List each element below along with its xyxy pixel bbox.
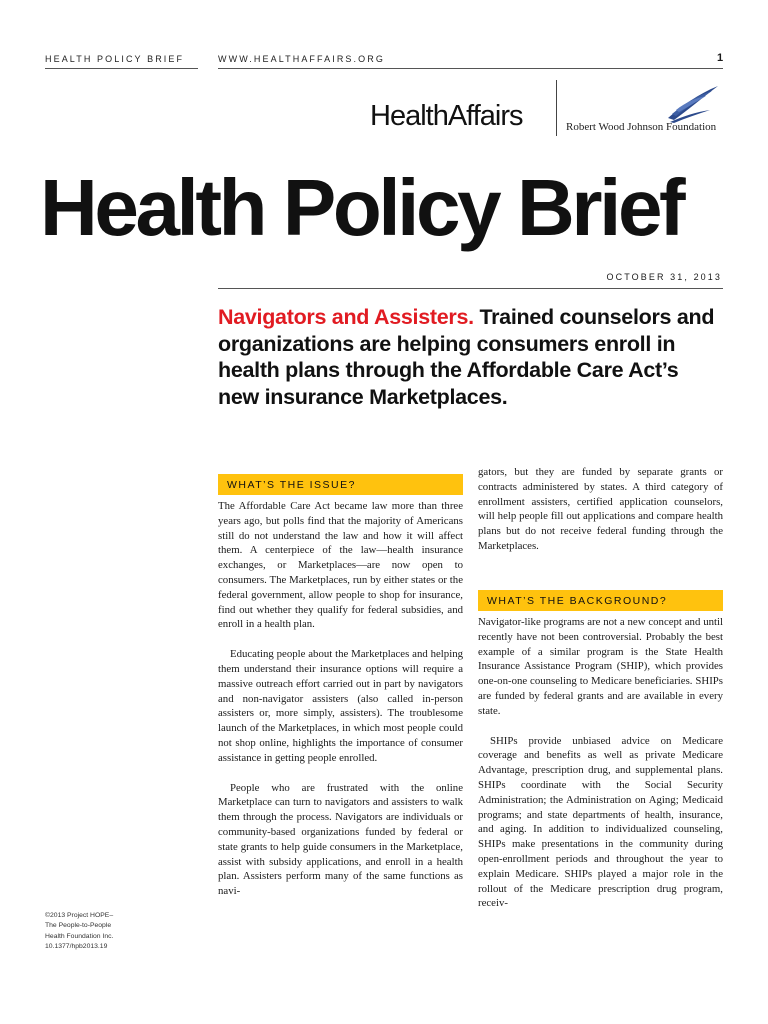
header-url[interactable]: WWW.HEALTHAFFAIRS.ORG <box>218 54 385 64</box>
section-heading-background: WHAT’S THE BACKGROUND? <box>478 590 723 611</box>
health-affairs-logo: HealthAffairs <box>370 100 523 132</box>
series-label: HEALTH POLICY BRIEF <box>45 54 185 64</box>
paragraph: People who are frustrated with the online Marketplace can turn to navigators and assisters to walk them through the process. Navigators are individuals or community-based organizations funded by federal or state grants to help guide consumers in the Marketplace, assist with subsidy applications, and enroll in a health plan. Assisters perform many of the same functions as navi- <box>218 781 463 898</box>
paragraph: The Affordable Care Act became law more than three years ago, but polls find that the majority of Americans still do not understand the law and how it will affect them. A centerpiece of the law—health insurance exchanges, or Marketplaces—are now open to consumers. The Marketplaces, run by either states or the federal government, allow people to shop for insurance, find out whether they qualify for federal subsidies, and enroll in a health plan. <box>218 500 463 631</box>
publication-date: OCTOBER 31, 2013 <box>606 272 722 282</box>
paragraph: Educating people about the Marketplaces and helping them understand their insurance options will require a massive outreach effort carried out in part by navigators and non-navigator assisters (also called in-person assisters or, more simply, assisters). The troublesome launch of the Marketplaces, in which most people could not shop online, highlights the importance of consumer assistance in getting people enrolled. <box>218 648 463 764</box>
paragraph: SHIPs provide unbiased advice on Medicare coverage and benefits as well as private Medicare Advantage, prescription drug, and supplemental plans. SHIPs coordinate with the Social Security Administration; the Administration on Aging; Medicaid programs; and state departments of health, insurance, and aging. In addition to individualized counseling, SHIPs make presentations in the community during open-enrollment periods and throughout the year to explain Medicare. SHIPs played a major role in the rollout of the Medicare prescription drug program, receiv- <box>478 734 723 910</box>
copyright-notice <box>45 911 113 952</box>
paragraph: gators, but they are funded by separate grants or contracts administered by states. A third category of enrollment assisters, certified application counselors, will help people fill out applications and compare health plans but do not receive federal funding through the Marketplaces. <box>478 466 723 552</box>
date-rule <box>218 288 723 289</box>
rwjf-bird-icon <box>666 84 720 124</box>
header-rule-left <box>45 68 198 69</box>
copyright-line: ©2013 Project HOPE– <box>45 912 114 919</box>
page-title: Health Policy Brief <box>40 163 683 252</box>
page-number: 1 <box>717 52 724 64</box>
lead-highlight: Navigators and Assisters. <box>218 305 474 329</box>
rwjf-logo-text: Robert Wood Johnson Foundation <box>566 121 717 133</box>
lead-text: Trained counselors and organizations are helping consumers enroll in health plans through the Affordable Care Act’s new insurance Marketplaces. <box>218 305 715 409</box>
header-rule-right <box>218 68 723 69</box>
section-heading-issue: WHAT’S THE ISSUE? <box>218 474 463 495</box>
paragraph: Navigator-like programs are not a new concept and until recently have not been controversial. Probably the best example of a similar program is the State Health Insurance Assistance Program (SHIP), which provides one-on-one counseling to Medicare beneficiaries. SHIPs are funded by federal grants and are available in every state. <box>478 616 723 717</box>
copyright-line: Health Foundation Inc. <box>45 932 114 940</box>
doi-reference[interactable]: 10.1377/hpb2013.19 <box>45 942 108 950</box>
right-column-top <box>478 465 723 569</box>
right-column-bottom <box>478 615 723 926</box>
logo-divider <box>556 80 557 136</box>
left-column <box>218 499 463 914</box>
lead-summary <box>218 304 718 410</box>
copyright-line: The People-to-People <box>45 922 112 930</box>
